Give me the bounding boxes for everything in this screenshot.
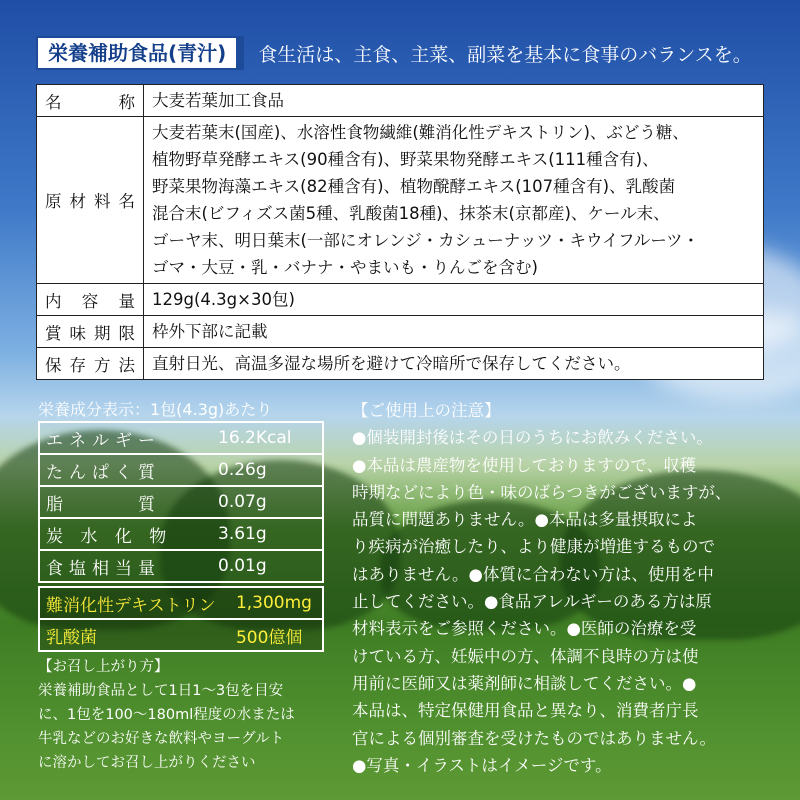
notes-line: 品質に問題ありません。●本品は多量摂取によ <box>352 510 698 530</box>
ingredients-value <box>144 117 764 284</box>
spec-value: 直射日光、高温多湿な場所を避けて冷暗所で保存してください。 <box>144 348 764 380</box>
spec-row-name <box>37 85 764 117</box>
ingredients-line: ゴーヤ末、明日葉末(一部にオレンジ・カシューナッツ・キウイフルーツ・ <box>152 231 700 250</box>
highlight-name: 難消化性デキストリン <box>39 587 230 619</box>
notes-line: り疾病が治癒したり、より健康が増進するもので <box>352 537 715 557</box>
notes-line: けている方、妊娠中の方、体調不良時の方は使 <box>352 646 699 666</box>
spec-value: 129g(4.3g×30包) <box>144 284 764 316</box>
highlight-name: 乳酸菌 <box>39 619 230 651</box>
spec-value: 枠外下部に記載 <box>144 316 764 348</box>
header <box>36 38 752 68</box>
nutrient-name: たんぱく質 <box>39 454 212 486</box>
nutrient-value: 0.26g <box>212 454 323 486</box>
notes-line: 材料表示をご参照ください。●医師の治療を受 <box>352 619 697 639</box>
nutrient-name: 脂 質 <box>39 486 212 518</box>
notes-title: 【ご使用上の注意】 <box>352 401 501 420</box>
spec-label: 原材料名 <box>37 117 144 284</box>
how-to-section <box>38 655 328 775</box>
ingredients-line: 大麦若葉末(国産)、水溶性食物繊維(難消化性デキストリン)、ぶどう糖、 <box>152 123 689 142</box>
notes-line: 時期などにより色・味のばらつきがございますが、 <box>352 482 732 502</box>
spec-value: 大麦若葉加工食品 <box>144 85 764 117</box>
nutrition-row <box>39 518 323 550</box>
nutrient-value: 16.2Kcal <box>212 422 323 454</box>
highlight-row <box>39 619 323 651</box>
nutrition-table <box>38 421 324 583</box>
how-to-line: 栄養補助食品として1日1～3包を目安 <box>38 683 284 699</box>
nutrition-row <box>39 550 323 582</box>
notes-line: ●写真・イラストはイメージです。 <box>352 755 612 775</box>
nutrition-row <box>39 422 323 454</box>
product-category-label: 栄養補助食品(青汁) <box>36 36 244 70</box>
notes-line: 用前に医師又は薬剤師に相談してください。● <box>352 673 697 693</box>
highlight-row <box>39 587 323 619</box>
spec-row-expiry <box>37 316 764 348</box>
how-to-line: に溶かしてお召し上がりください <box>38 755 256 771</box>
nutrient-value: 0.01g <box>212 550 323 582</box>
spec-table <box>36 84 764 380</box>
how-to-line: 牛乳などのお好きな飲料やヨーグルト <box>38 731 285 747</box>
notes-line: 止してください。●食品アレルギーのある方は原 <box>352 592 712 612</box>
spec-row-ingredients <box>37 117 764 284</box>
nutrition-row <box>39 486 323 518</box>
notes-line: 官による個別審査を受けたものではありません。 <box>352 728 716 748</box>
spec-label: 内 容 量 <box>37 284 144 316</box>
spec-label: 名 称 <box>37 85 144 117</box>
spec-label: 保存方法 <box>37 348 144 380</box>
usage-notes-section <box>352 397 762 779</box>
how-to-line: に、1包を100～180ml程度の水または <box>38 707 295 723</box>
nutrition-title: 栄養成分表示：1包(4.3g)あたり <box>38 400 273 419</box>
spec-row-storage <box>37 348 764 380</box>
spec-row-quantity <box>37 284 764 316</box>
notes-line: はありません。●体質に合わない方は、使用を中 <box>352 564 714 584</box>
highlight-value: 1,300mg <box>230 587 323 619</box>
notes-line: ●本品は農産物を使用しておりますので、収穫 <box>352 455 697 475</box>
nutrient-value: 0.07g <box>212 486 323 518</box>
spec-label: 賞味期限 <box>37 316 144 348</box>
highlight-nutrient-table <box>38 586 324 652</box>
nutrient-name: エネルギー <box>39 422 212 454</box>
highlight-value: 500億個 <box>230 619 323 651</box>
slogan: 食生活は、主食、主菜、副菜を基本に食事のバランスを。 <box>258 43 752 66</box>
notes-line: 本品は、特定保健用食品と異なり、消費者庁長 <box>352 701 699 721</box>
notes-line: ●個装開封後はその日のうちにお飲みください。 <box>352 428 713 448</box>
how-to-title: 【お召し上がり方】 <box>38 659 169 675</box>
nutrient-name: 炭 水 化 物 <box>39 518 212 550</box>
ingredients-line: 混合末(ビフィズス菌5種、乳酸菌18種)、抹茶末(京都産)、ケール末、 <box>152 204 670 223</box>
nutrient-name: 食塩相当量 <box>39 550 212 582</box>
nutrition-row <box>39 454 323 486</box>
ingredients-line: ゴマ・大豆・乳・バナナ・やまいも・りんごを含む) <box>152 258 538 277</box>
ingredients-line: 野菜果物海藻エキス(82種含有)、植物醗酵エキス(107種含有)、乳酸菌 <box>152 177 676 196</box>
nutrient-value: 3.61g <box>212 518 323 550</box>
ingredients-line: 植物野草発酵エキス(90種含有)、野菜果物発酵エキス(111種含有)、 <box>152 150 659 169</box>
